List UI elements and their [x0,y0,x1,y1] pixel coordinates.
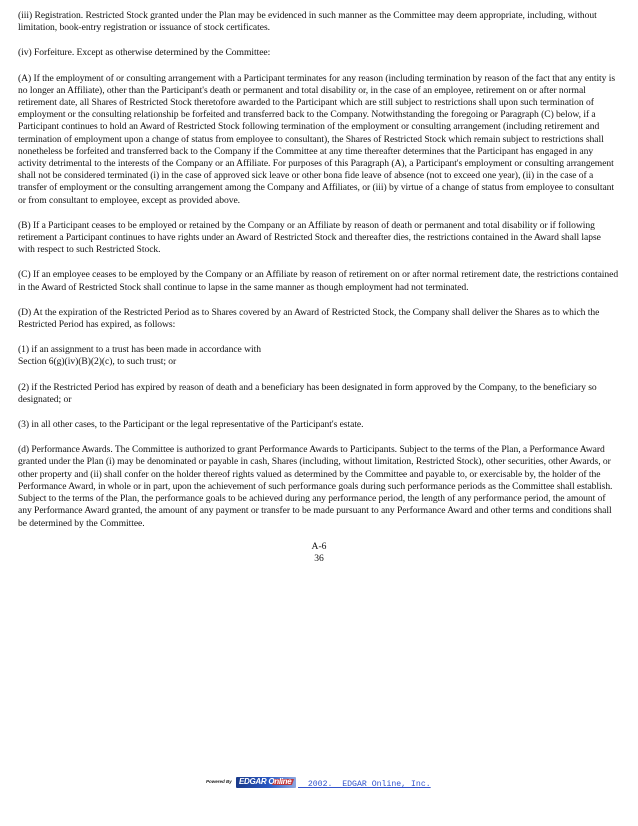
paragraph-d: (D) At the expiration of the Restricted Period as to Shares covered by an Award of Restricted Stock, the Company shall deliver the Shares as to which the Restricted Period has expired, as follows: [18,306,600,331]
forfeiture-paragraph: (iv) Forfeiture. Except as otherwise determined by the Committee: [18,47,271,59]
item-1-line-1: (1) if an assignment to a trust has been made in accordance with [18,344,261,356]
footer [0,776,638,794]
powered-by-label: Powered By [206,779,232,784]
document-page [18,10,620,565]
paragraph-b: (B) If a Participant ceases to be employed or retained by the Company or an Affiliate by reason of death or permanent and total disability or if following retirement a Participant continues to have rights under an Award of Restricted Stock and thereafter dies, the restrictions contained in the Award shall lapse with respect to such Restricted Stock. [18,219,601,256]
section-page-number: A-6 [311,540,327,552]
logo-text: EDGAR Online [239,777,292,786]
performance-awards-paragraph: (d) Performance Awards. The Committee is authorized to grant Performance Awards to Participants. Subject to the terms of the Plan, a Performance Award granted under the Plan (i) may be denominated or payable in cash, Shares (including, without limitation, Restricted Stock), other securities, other Awards, or other property and (ii) shall confer on the holder thereof rights valued as determined by the Committee and payable to, or exercisable by, the holder of the Performance Award, in whole or in part, upon the achievement of such performance goals during such performance periods as the Committee shall establish. Subject to the terms of the Plan, the performance goals to be achieved during any performance period, the length of any performance period, the amount of any Performance Award granted, the amount of any payment or transfer to be made pursuant to any Performance Award and other terms and conditions shall be determined by the Committee. [18,444,613,529]
paragraph-a: (A) If the employment of or consulting arrangement with a Participant terminates for any reason (including termination by reason of the fact that any entity is no longer an Affiliate), other than the Participant's death or permanent and total disability or, in the case of an employee, retirement on or after normal retirement date, all Shares of Restricted Stock theretofore awarded to the Participant which are still subject to restrictions shall upon such termination of employment or the consulting relationship be forfeited and transferred back to the Company. Notwithstanding the foregoing or Paragraph (C) below, if a Participant continues to hold an Award of Restricted Stock following termination of the employment or consulting arrangement (including retirement and termination of employment upon a change of status from employee to consultant), the Shares of Restricted Stock which remain subject to restrictions shall nonetheless be forfeited and transferred back to the Company if the Committee at any time thereafter determines that the Participant has engaged in any activity detrimental to the interests of the Company or an Affiliate. For purposes of this Paragraph (A), a Participant's employment or consulting arrangement shall not be considered terminated (i) in the case of approved sick leave or other bona fide leave of absence (not to exceed one year), (ii) in the case of a transfer of employment or the consulting arrangement among the Company and Affiliates, or (iii) by virtue of a change of status from employee to consultant or from consultant to employee, except as provided above. [18,72,616,206]
edgar-online-logo[interactable] [236,777,296,788]
item-1 [18,344,620,368]
page-number: 36 [314,552,324,564]
item-3: (3) in all other cases, to the Participant or the legal representative of the Participant's estate. [18,419,364,431]
copyright-link[interactable]: 2002. EDGAR Online, Inc. [298,780,431,789]
item-2: (2) if the Restricted Period has expired by reason of death and a beneficiary has been designated in form approved by the Company, to the beneficiary so designated; or [18,381,597,405]
paragraph-c: (C) If an employee ceases to be employed by the Company or an Affiliate by reason of retirement on or after normal retirement date, the restrictions contained in the Award of Restricted Stock shall continue to lapse in the same manner as though employment had not terminated. [18,269,619,293]
item-1-line-2: Section 6(g)(iv)(B)(2)(c), to such trust; or [18,356,177,368]
registration-paragraph: (iii) Registration. Restricted Stock granted under the Plan may be evidenced in such manner as the Committee may deem appropriate, including, without limitation, book-entry registration or issuance of stock certificates. [18,10,597,34]
